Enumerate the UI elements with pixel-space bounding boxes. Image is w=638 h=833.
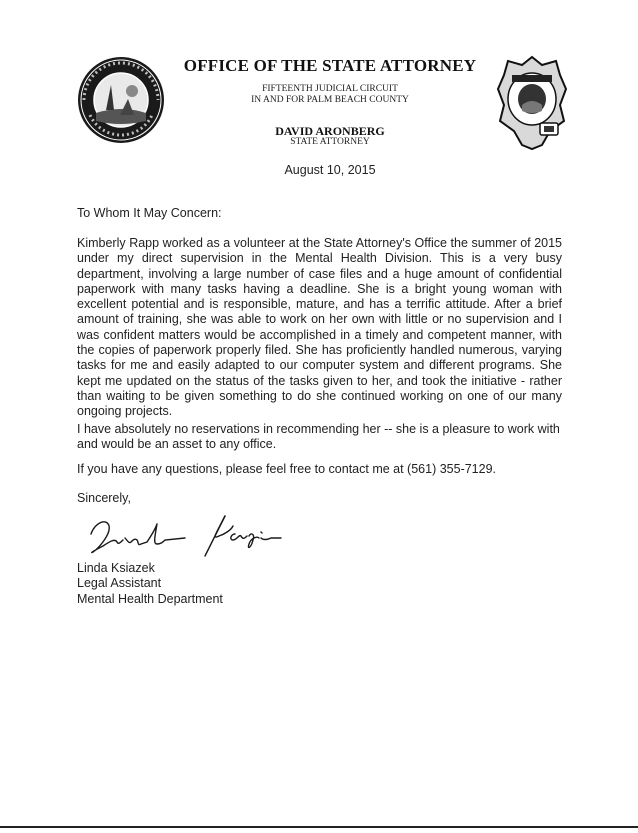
signature-block: [77, 561, 223, 607]
bottom-rule: [0, 826, 638, 828]
attorney-name: DAVID ARONBERG: [275, 124, 385, 138]
county-line: IN AND FOR PALM BEACH COUNTY: [251, 95, 409, 105]
signer-title: Legal Assistant: [77, 576, 162, 591]
signer-name: Linda Ksiazek: [77, 561, 155, 575]
signer-department: Mental Health Department: [77, 591, 223, 606]
letter-date: August 10, 2015: [284, 163, 376, 177]
handwritten-signature: [85, 508, 285, 560]
salutation: To Whom It May Concern:: [77, 206, 222, 220]
closing: Sincerely,: [77, 491, 131, 505]
office-title: OFFICE OF THE STATE ATTORNEY: [183, 56, 477, 75]
attorney-title: STATE ATTORNEY: [290, 137, 370, 147]
body-paragraph-1: Kimberly Rapp worked as a volunteer at the State Attorney's Office the summer of 2015 under my direct supervision in the Mental Health Division. This is a very busy department, involving a large number of case files and a huge amount of confidential paperwork with many tasks having a deadline. She is a bright young woman with excellent potential and is responsible, mature, and has a terrific attitude. After a brief amount of training, she was able to work on her own with little or no supervision and I was confident matters would be accomplished in a timely and competent manner, with the copies of paperwork properly filed. She has proficiently handled numerous, varying tasks for me and easily adapted to our computer system and different programs. She kept me updated on the status of the tasks given to her, and took the initiative - rather than waiting to be given something to do she continued working on one of our many ongoing projects.: [77, 236, 562, 419]
circuit-line: FIFTEENTH JUDICIAL CIRCUIT: [262, 84, 398, 94]
body-paragraph-2: I have absolutely no reservations in recommending her -- she is a pleasure to work with and would be an asset to any office.: [77, 422, 560, 452]
body-paragraph-3: If you have any questions, please feel free to contact me at (561) 355-7129.: [77, 462, 497, 476]
